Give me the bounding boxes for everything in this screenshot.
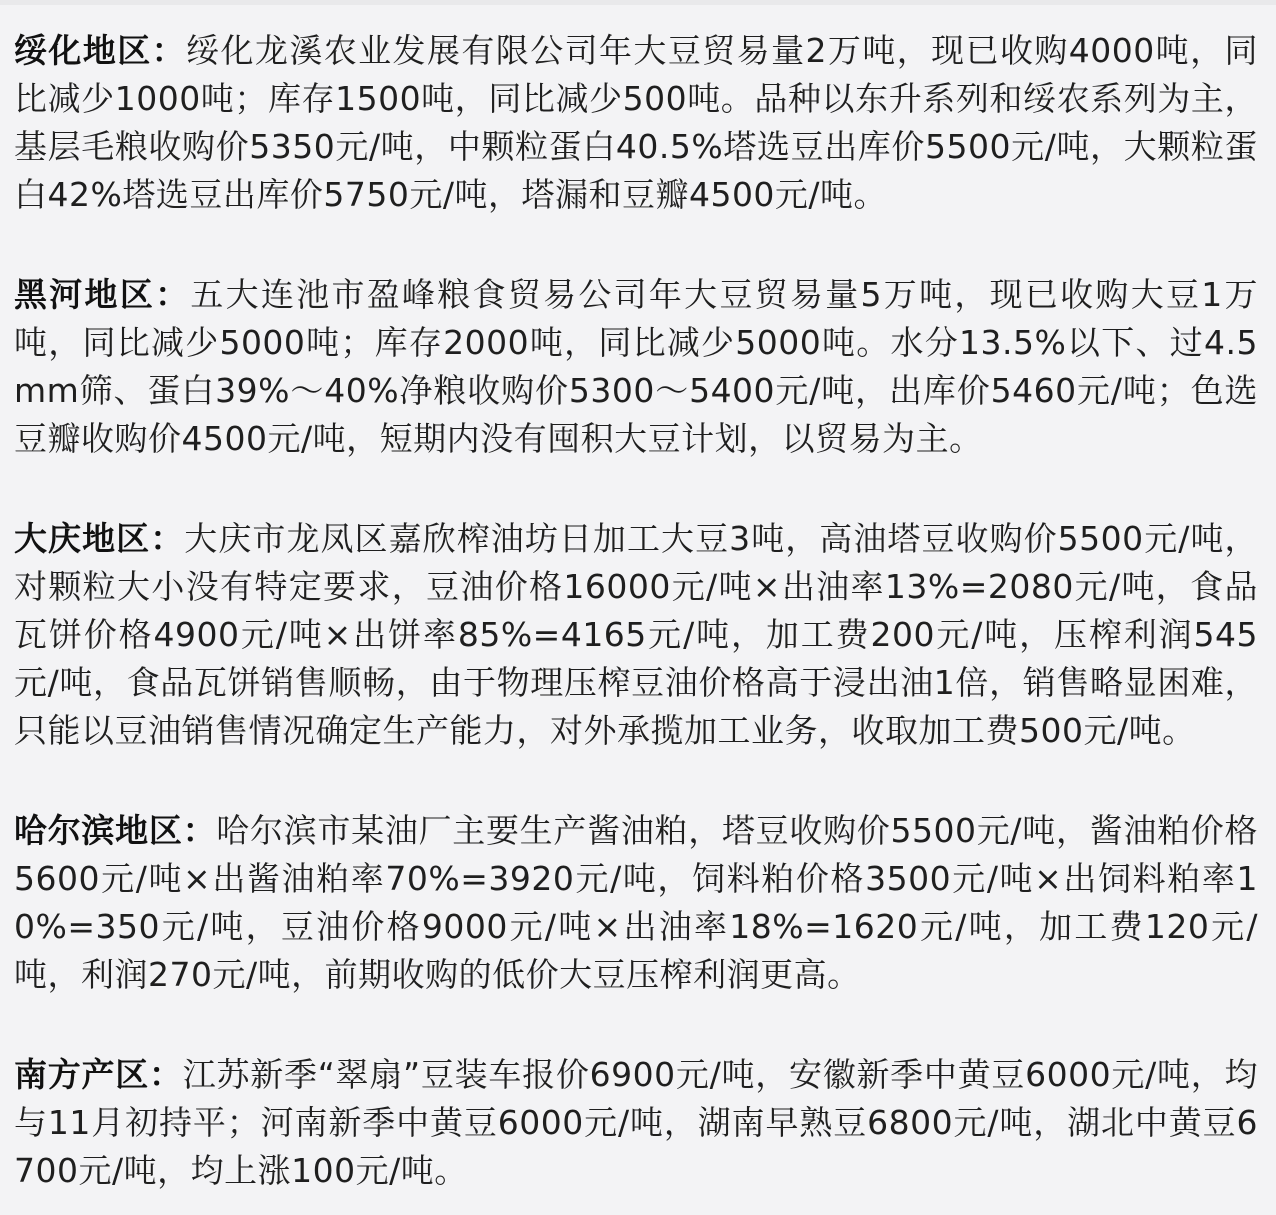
paragraph-haerbin	[14, 807, 1258, 999]
region-name-daqing: 大庆地区	[14, 519, 151, 558]
paragraph-daqing	[14, 515, 1258, 755]
region-colon: ：	[182, 811, 217, 850]
region-colon: ：	[155, 275, 191, 314]
region-body-nanfang: 江苏新季“翠扇”豆装车报价6900元/吨，安徽新季中黄豆6000元/吨，均与11月初持平；河南新季中黄豆6000元/吨，湖南早熟豆6800元/吨，湖北中黄豆6700元/吨，均上涨100元/吨。	[14, 1055, 1258, 1190]
region-colon: ：	[148, 1055, 183, 1094]
paragraph-nanfang	[14, 1051, 1258, 1195]
region-name-haerbin: 哈尔滨地区	[14, 811, 183, 850]
region-body-haerbin: 哈尔滨市某油厂主要生产酱油粕，塔豆收购价5500元/吨，酱油粕价格5600元/吨×出酱油粕率70%=3920元/吨，饲料粕价格3500元/吨×出饲料粕率10%=350元/吨，豆油价格9000元/吨×出油率18%=1620元/吨，加工费120元/吨，利润270元/吨，前期收购的低价大豆压榨利润更高。	[14, 811, 1259, 994]
region-name-suihua: 绥化地区	[14, 31, 152, 70]
region-name-heihe: 黑河地区	[14, 275, 156, 314]
region-body-heihe: 五大连池市盈峰粮食贸易公司年大豆贸易量5万吨，现已收购大豆1万吨，同比减少5000吨；库存2000吨，同比减少5000吨。水分13.5%以下、过4.5mm筛、蛋白39%～40%净粮收购价5300～5400元/吨，出库价5460元/吨；色选豆瓣收购价4500元/吨，短期内没有囤积大豆计划，以贸易为主。	[14, 275, 1259, 458]
paragraph-heihe	[14, 271, 1258, 463]
paragraph-suihua	[14, 27, 1258, 219]
region-colon: ：	[151, 31, 187, 70]
region-body-suihua: 绥化龙溪农业发展有限公司年大豆贸易量2万吨，现已收购4000吨，同比减少1000吨；库存1500吨，同比减少500吨。品种以东升系列和绥农系列为主，基层毛粮收购价5350元/吨，中颗粒蛋白40.5%塔选豆出库价5500元/吨，大颗粒蛋白42%塔选豆出库价5750元/吨，塔漏和豆瓣4500元/吨。	[14, 31, 1259, 214]
region-colon: ：	[150, 519, 185, 558]
region-name-nanfang: 南方产区	[14, 1055, 149, 1094]
region-body-daqing: 大庆市龙凤区嘉欣榨油坊日加工大豆3吨，高油塔豆收购价5500元/吨，对颗粒大小没有特定要求，豆油价格16000元/吨×出油率13%=2080元/吨，食品瓦饼价格4900元/吨×出饼率85%=4165元/吨，加工费200元/吨，压榨利润545元/吨，食品瓦饼销售顺畅，由于物理压榨豆油价格高于浸出油1倍，销售略显困难，只能以豆油销售情况确定生产能力，对外承揽加工业务，收取加工费500元/吨。	[14, 519, 1258, 750]
